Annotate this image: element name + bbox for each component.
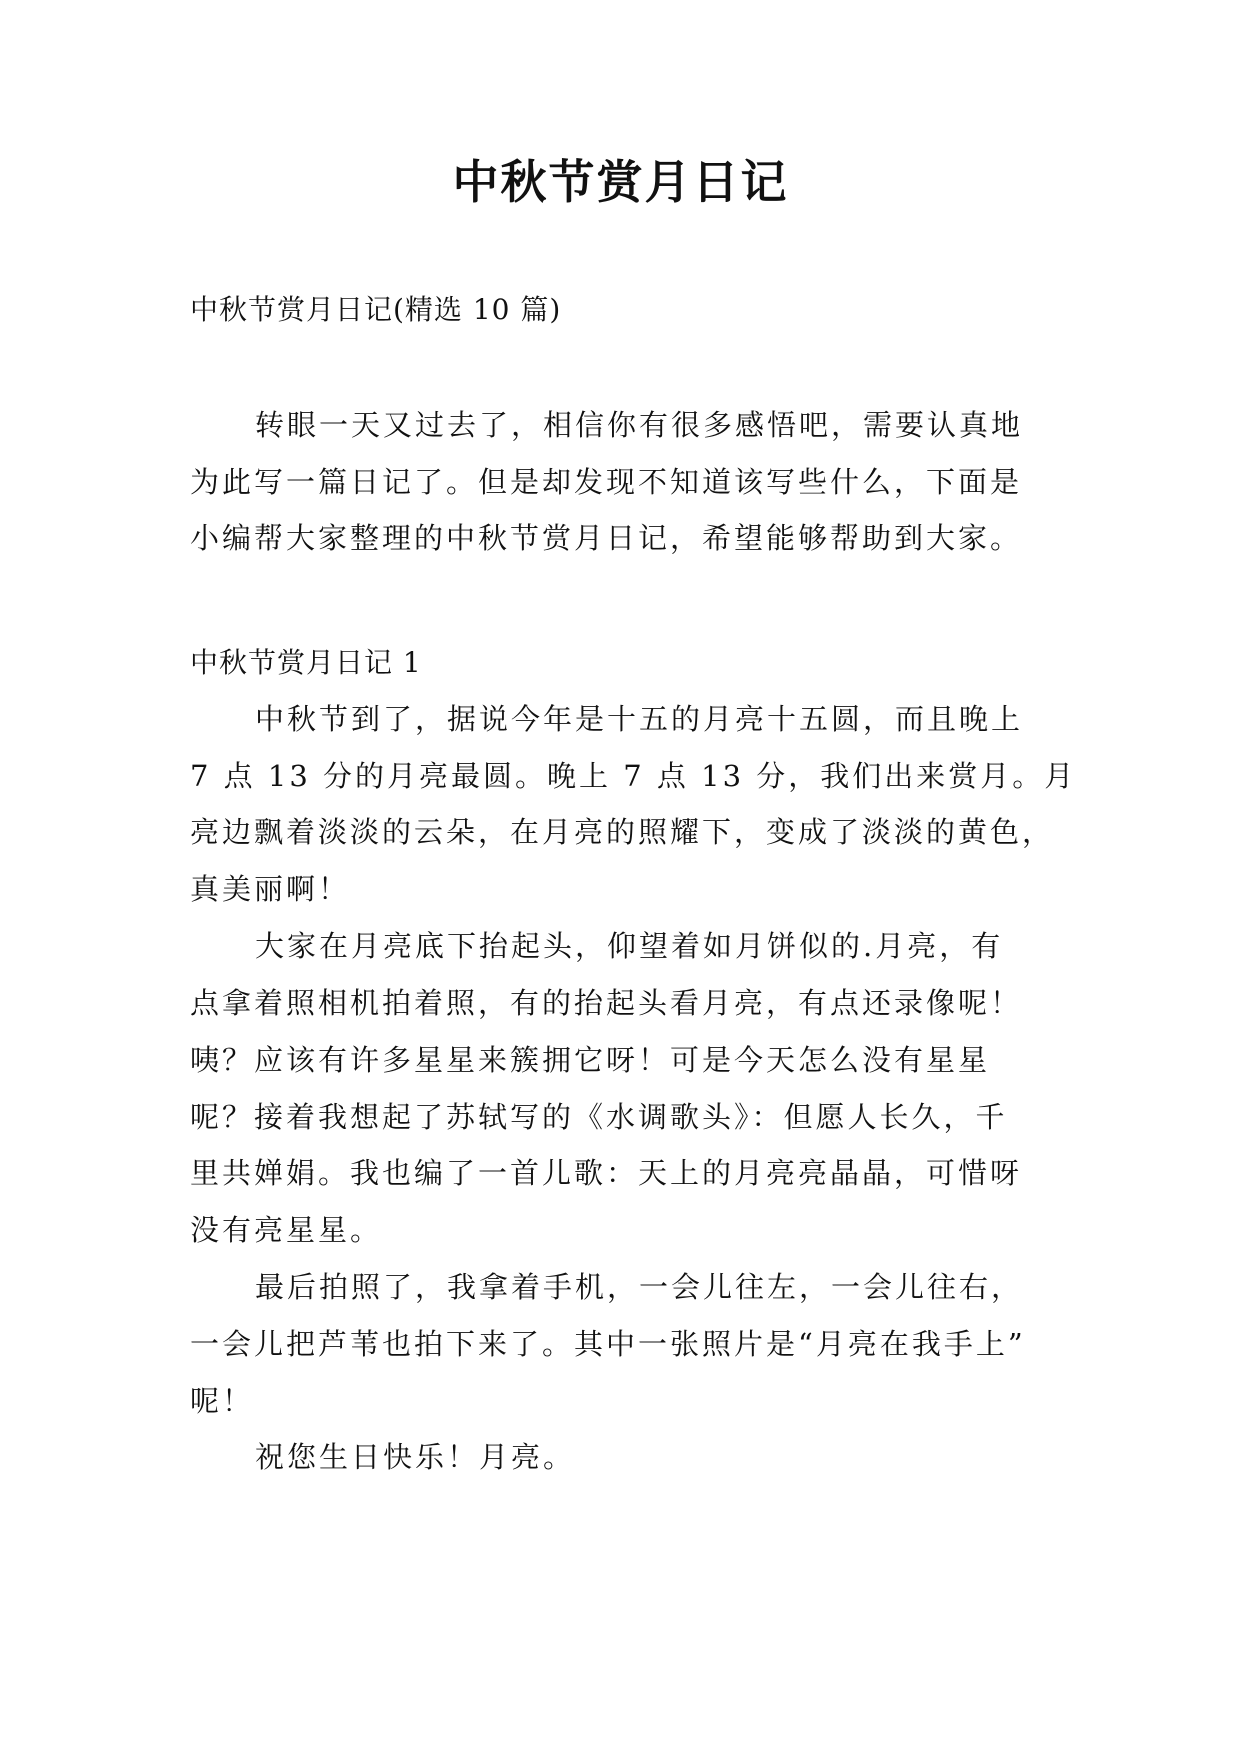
body-line-3: 亮边飘着淡淡的云朵，在月亮的照耀下，变成了淡淡的黄色， [190, 815, 1055, 849]
body-line-9: 里共婵娟。我也编了一首儿歌：天上的月亮亮晶晶，可惜呀 [190, 1156, 1023, 1190]
body-line-4: 真美丽啊！ [190, 872, 351, 906]
body-line-13: 呢！ [190, 1384, 255, 1418]
body-line-12: 一会儿把芦苇也拍下来了。其中一张照片是“月亮在我手上” [190, 1327, 1026, 1361]
body-line-10: 没有亮星星。 [190, 1213, 383, 1247]
intro-line-3: 小编帮大家整理的中秋节赏月日记，希望能够帮助到大家。 [190, 521, 1023, 555]
body-line-1: 中秋节到了，据说今年是十五的月亮十五圆，而且晚上 [255, 702, 1024, 736]
intro-line-2: 为此写一篇日记了。但是却发现不知道该写些什么，下面是 [190, 465, 1023, 499]
intro-line-1: 转眼一天又过去了，相信你有很多感悟吧，需要认真地 [255, 408, 1024, 442]
body-line-2: 7 点 13 分的月亮最圆。晚上 7 点 13 分，我们出来赏月。月 [190, 759, 1077, 793]
section-heading-1: 中秋节赏月日记 1 [190, 646, 422, 679]
body-line-7: 咦？应该有许多星星来簇拥它呀！可是今天怎么没有星星 [190, 1043, 991, 1077]
body-line-5: 大家在月亮底下抬起头，仰望着如月饼似的.月亮，有 [255, 929, 1004, 963]
body-line-8: 呢？接着我想起了苏轼写的《水调歌头》：但愿人长久，千 [190, 1100, 1008, 1134]
document-title: 中秋节赏月日记 [452, 155, 789, 209]
body-line-6: 点拿着照相机拍着照，有的抬起头看月亮，有点还录像呢！ [190, 986, 1023, 1020]
body-line-14: 祝您生日快乐！月亮。 [255, 1440, 576, 1474]
body-line-11: 最后拍照了，我拿着手机，一会儿往左，一会儿往右， [255, 1270, 1024, 1304]
document-subtitle: 中秋节赏月日记(精选 10 篇) [190, 293, 562, 326]
